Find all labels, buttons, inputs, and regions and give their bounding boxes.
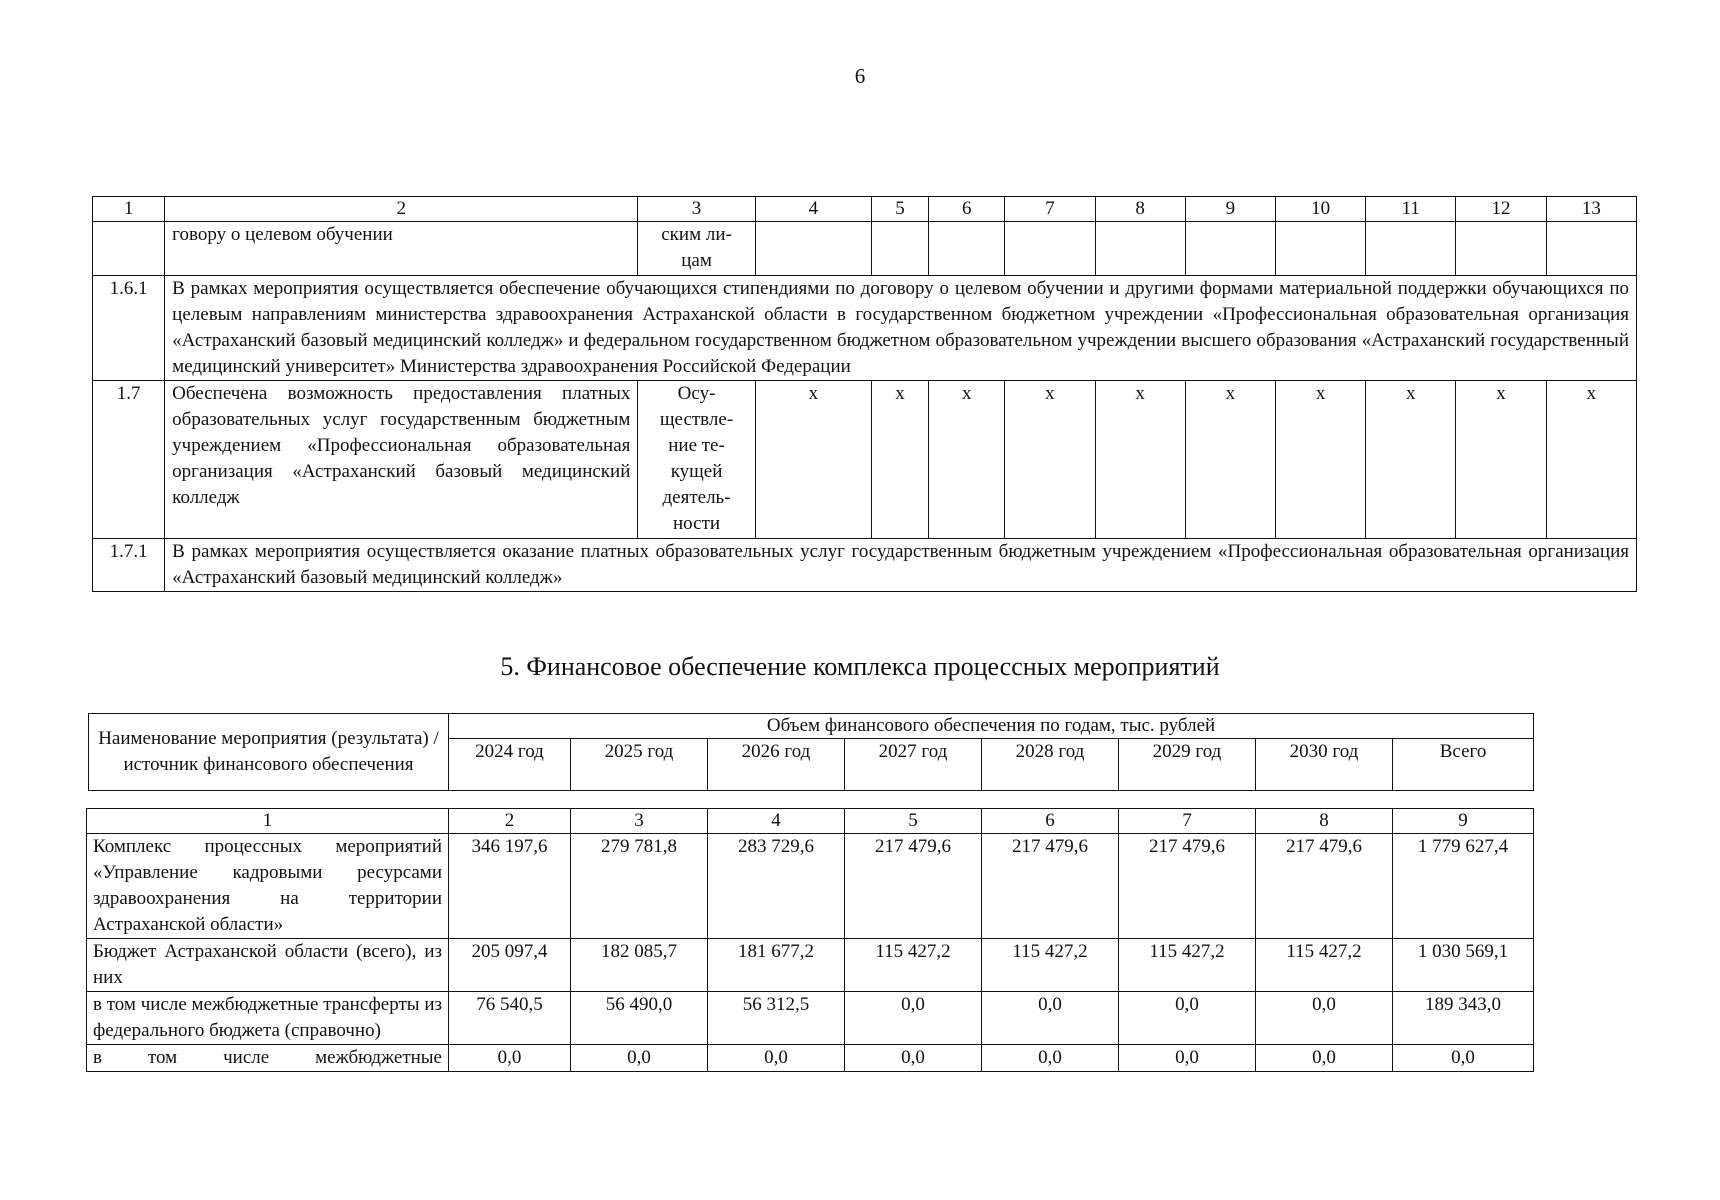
value-cell: 283 729,6 <box>708 834 845 939</box>
column-number: 5 <box>871 197 928 222</box>
header-volume-cell: Объем финансового обеспечения по годам, тыс. рублей <box>449 714 1534 739</box>
column-number: 11 <box>1366 197 1456 222</box>
value-cell: 115 427,2 <box>1119 939 1256 992</box>
mark-cell: x <box>1366 381 1456 539</box>
value-cell: 0,0 <box>982 1045 1119 1072</box>
value-cell: 0,0 <box>449 1045 571 1072</box>
value-cell: 0,0 <box>1256 1045 1393 1072</box>
column-number: 7 <box>1005 197 1095 222</box>
table-row <box>87 834 1534 939</box>
table-row <box>87 992 1534 1045</box>
value-cell: 0,0 <box>1393 1045 1534 1072</box>
value-cell: 1 030 569,1 <box>1393 939 1534 992</box>
section-title: 5. Финансовое обеспечение комплекса процессных мероприятий <box>500 652 1220 681</box>
mark-cell: x <box>1005 381 1095 539</box>
value-cell: 0,0 <box>571 1045 708 1072</box>
value-cell: 115 427,2 <box>1256 939 1393 992</box>
value-cell: 217 479,6 <box>1119 834 1256 939</box>
column-number: 1 <box>93 197 165 222</box>
year-header: 2027 год <box>845 739 982 791</box>
row-label: в том числе межбюджетные трансферты из федерального бюджета (справочно) <box>87 992 449 1045</box>
column-number-row <box>87 809 1534 834</box>
table-row <box>93 539 1637 592</box>
row-description-cell: В рамках мероприятия осуществляется оказание платных образовательных услуг государственным бюджетным учреждением «Профессиональная образовательная организация «Астраханский базовый медицинский колледж» <box>165 539 1637 592</box>
year-header: 2025 год <box>571 739 708 791</box>
row-label: Бюджет Астраханской области (всего), из них <box>87 939 449 992</box>
value-cell: 205 097,4 <box>449 939 571 992</box>
row-type-cell: Осу- ществле- ние те- кущей деятель- ности <box>638 381 755 539</box>
empty-cell <box>755 222 871 276</box>
column-number: 3 <box>638 197 755 222</box>
row-label: в том числе межбюджетные <box>87 1045 449 1072</box>
mark-cell: x <box>1456 381 1546 539</box>
value-cell: 115 427,2 <box>845 939 982 992</box>
year-header: 2028 год <box>982 739 1119 791</box>
row-number-cell <box>93 222 165 276</box>
table-row <box>87 1045 1534 1072</box>
row-text-cell: говору о целевом обучении <box>165 222 638 276</box>
column-number: 3 <box>571 809 708 834</box>
value-cell: 115 427,2 <box>982 939 1119 992</box>
row-type-cell: ским ли- цам <box>638 222 755 276</box>
table-row <box>93 222 1637 276</box>
year-header: 2024 год <box>449 739 571 791</box>
empty-cell <box>1546 222 1636 276</box>
value-cell: 182 085,7 <box>571 939 708 992</box>
value-cell: 0,0 <box>845 1045 982 1072</box>
column-number: 9 <box>1185 197 1275 222</box>
year-header: Всего <box>1393 739 1534 791</box>
empty-cell <box>929 222 1005 276</box>
empty-cell <box>1005 222 1095 276</box>
column-number: 4 <box>755 197 871 222</box>
value-cell: 56 490,0 <box>571 992 708 1045</box>
value-cell: 217 479,6 <box>1256 834 1393 939</box>
column-number: 12 <box>1456 197 1546 222</box>
row-label: Комплекс процессных мероприятий «Управление кадровыми ресурсами здравоохранения на территории Астраханской области» <box>87 834 449 939</box>
column-number: 5 <box>845 809 982 834</box>
column-number: 6 <box>982 809 1119 834</box>
mark-cell: x <box>755 381 871 539</box>
column-number: 8 <box>1256 809 1393 834</box>
column-number-row <box>93 197 1637 222</box>
table-row <box>93 381 1637 539</box>
column-number: 1 <box>87 809 449 834</box>
value-cell: 0,0 <box>845 992 982 1045</box>
finance-header-table <box>88 713 1534 791</box>
row-number-cell: 1.6.1 <box>93 276 165 381</box>
mark-cell: x <box>871 381 928 539</box>
column-number: 6 <box>929 197 1005 222</box>
empty-cell <box>871 222 928 276</box>
column-number: 7 <box>1119 809 1256 834</box>
column-number: 2 <box>165 197 638 222</box>
empty-cell <box>1456 222 1546 276</box>
mark-cell: x <box>1095 381 1185 539</box>
value-cell: 0,0 <box>708 1045 845 1072</box>
value-cell: 0,0 <box>1119 1045 1256 1072</box>
empty-cell <box>1275 222 1365 276</box>
empty-cell <box>1366 222 1456 276</box>
column-number: 9 <box>1393 809 1534 834</box>
value-cell: 56 312,5 <box>708 992 845 1045</box>
finance-data-table <box>86 808 1534 1072</box>
mark-cell: x <box>1546 381 1636 539</box>
empty-cell <box>1095 222 1185 276</box>
value-cell: 279 781,8 <box>571 834 708 939</box>
value-cell: 189 343,0 <box>1393 992 1534 1045</box>
value-cell: 0,0 <box>1119 992 1256 1045</box>
column-number: 8 <box>1095 197 1185 222</box>
column-number: 13 <box>1546 197 1636 222</box>
value-cell: 217 479,6 <box>845 834 982 939</box>
mark-cell: x <box>929 381 1005 539</box>
year-header: 2029 год <box>1119 739 1256 791</box>
column-number: 4 <box>708 809 845 834</box>
row-number-cell: 1.7.1 <box>93 539 165 592</box>
row-text-cell: Обеспечена возможность предоставления платных образовательных услуг государственным бюджетным учреждением «Профессиональная образовательная организация «Астраханский базовый медицинский колледж <box>165 381 638 539</box>
mark-cell: x <box>1185 381 1275 539</box>
value-cell: 0,0 <box>982 992 1119 1045</box>
table-row <box>93 276 1637 381</box>
column-number: 2 <box>449 809 571 834</box>
mark-cell: x <box>1275 381 1365 539</box>
value-cell: 76 540,5 <box>449 992 571 1045</box>
page-number: 6 <box>854 64 866 88</box>
year-header: 2026 год <box>708 739 845 791</box>
row-number-cell: 1.7 <box>93 381 165 539</box>
year-header: 2030 год <box>1256 739 1393 791</box>
value-cell: 1 779 627,4 <box>1393 834 1534 939</box>
value-cell: 346 197,6 <box>449 834 571 939</box>
table-row <box>87 939 1534 992</box>
column-number: 10 <box>1275 197 1365 222</box>
header-row <box>89 714 1534 739</box>
activities-table <box>92 196 1637 592</box>
header-name-cell: Наименование мероприятия (результата) / источник финансового обеспечения <box>89 714 449 791</box>
row-description-cell: В рамках мероприятия осуществляется обеспечение обучающихся стипендиями по договору о целевом обучении и другими формами материальной поддержки обучающихся по целевым направлениям министерства здравоохранения Астраханской области в государственном бюджетном учреждении «Профессиональная образовательная организация «Астраханский базовый медицинский колледж» и федеральном государственном бюджетном образовательном учреждении высшего образования «Астраханский государственный медицинский университет» Министерства здравоохранения Российской Федерации <box>165 276 1637 381</box>
value-cell: 217 479,6 <box>982 834 1119 939</box>
value-cell: 181 677,2 <box>708 939 845 992</box>
value-cell: 0,0 <box>1256 992 1393 1045</box>
empty-cell <box>1185 222 1275 276</box>
